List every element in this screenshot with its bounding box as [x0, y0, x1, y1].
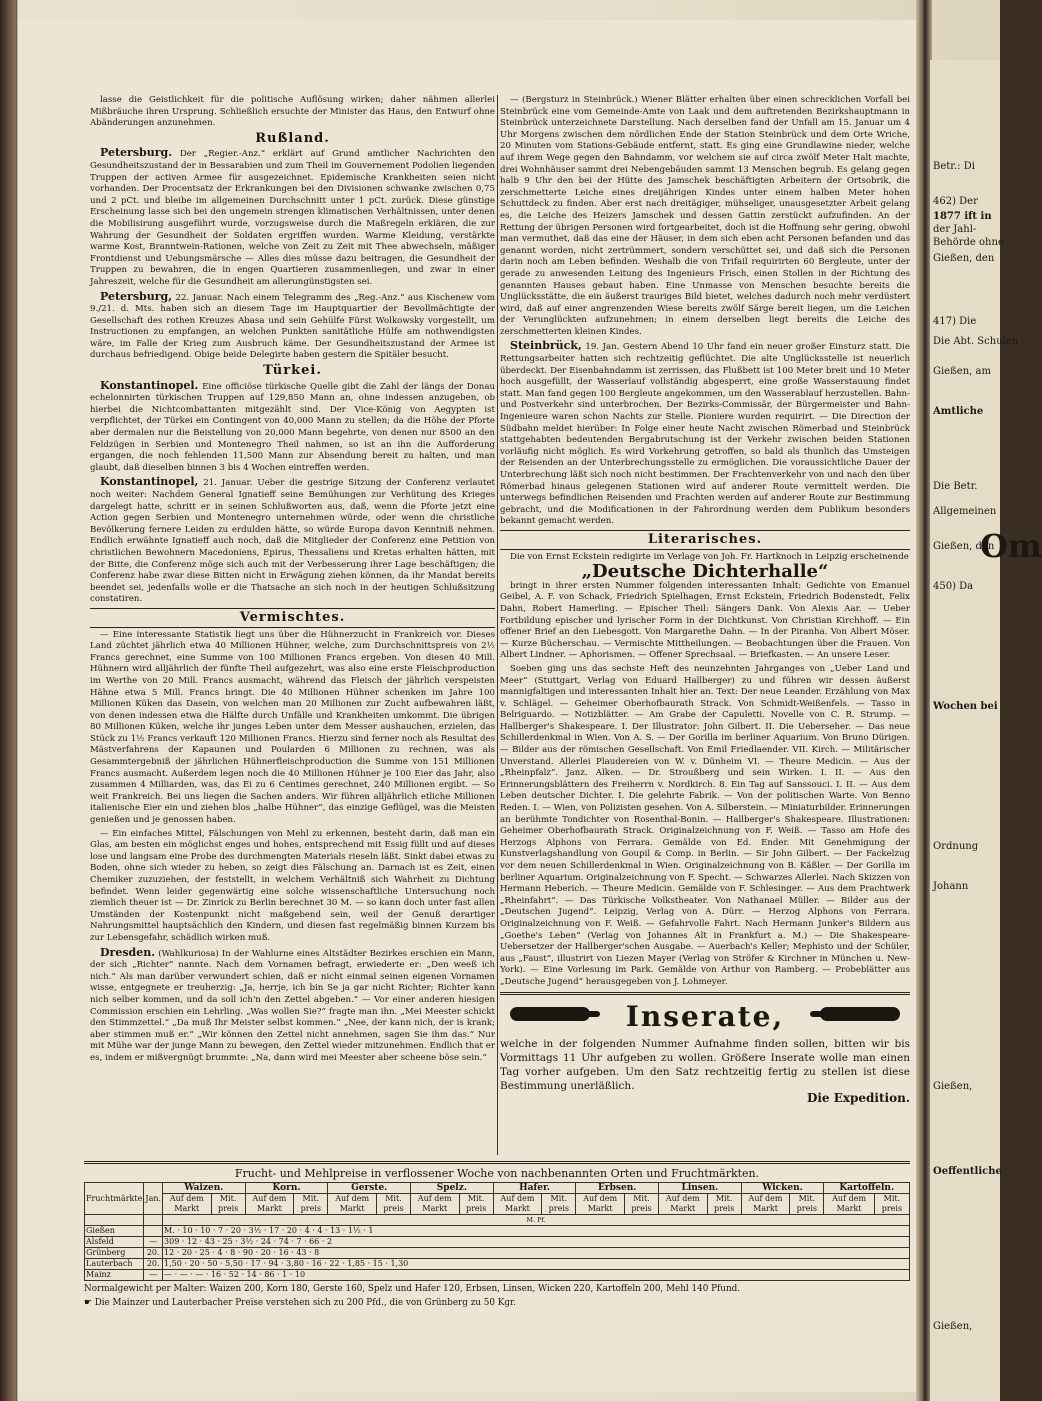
- article-text: (Wahlkuriosa) In der Wahlurne eines Altstädter Bezirkes erschien ein Mann, der sich „Richter“ nannte. Nach dem Vornamen befragt, erwiederte er: „Den weeß ich nich.“ Als man darüber verwundert schien, daß er nicht einmal seinen eigenen Vornamen wisse, entgegnete er treuherzig: „Ja, herrje, ich bin Se ja gar nicht Richter; Richter kann nich selber kommen, und da soll ich'n den Zettel abgeben.“ — Vor einer anderen hiesigen Commission erschien ein Lehrling. „Was wollen Sie?“ fragte man ihn. „Mei Meester schickt den Stimmzettel.“ „Da muß Ihr Meister selbst kommen.“ „Nee, der kann nich, der is krank; aber stimmen muß er.“ „Wir können den Zettel nicht annehmen, sagen Sie ihm das.“ Nur mit Mühe war der junge Mann zu bewegen, den Zettel wieder mitzunehmen. Endlich that er es, indem er mißvergnügt brummte: „Na, dann wird mei Meester aber scheene böse sein.“: [90, 948, 496, 1063]
- edge-line: 462) Der: [933, 196, 978, 207]
- section-heading-russland: Rußland.: [255, 130, 330, 146]
- header-good: Spelz.: [411, 1183, 494, 1194]
- price-cells: 12 · 20 · 25 · 4 · 8 · 90 · 20 · 16 · 43 · 8: [163, 1248, 910, 1259]
- subheader: Mit. preis: [790, 1194, 824, 1215]
- edge-line: Behörde ohne: [933, 237, 1004, 248]
- header-good: Linsen.: [659, 1183, 742, 1194]
- subheader: Auf dem Markt: [741, 1194, 790, 1215]
- article-dresden: [90, 947, 495, 1065]
- subheader: Mit. preis: [624, 1194, 658, 1215]
- header-good: Hafer.: [493, 1183, 576, 1194]
- literary-intro: Die von Ernst Eckstein redigirte im Verlage von Joh. Fr. Hartknoch in Leipzig erscheinende: [510, 551, 909, 562]
- header-good: Waizen.: [163, 1183, 246, 1194]
- edge-line: Allgemeinen: [933, 506, 997, 517]
- price-cells: 1,50 · 20 · 50 · 5,50 · 17 · 94 · 3,80 · 16 · 22 · 1,85 · 15 · 1,30: [163, 1259, 910, 1270]
- pointing-hand-icon: [510, 1007, 590, 1021]
- section-divider: [84, 1161, 910, 1164]
- article-text: 19. Jan. Gestern Abend 10 Uhr fand ein neuer großer Einsturz statt. Die Rettungsarbeiter hatten sich rechtzeitig geflüchtet. Die alte Unglücksstelle ist neuerlich überdeckt. Der Eisenbahndamm ist zerrissen, das Flußbett ist 100 Meter breit und 10 Meter hoch ausgefüllt, der Wasserlauf vollständig abgesperrt, eine große Wasserstauung findet statt. Man fand gegen 100 Bergleute angekommen, um den Wasserablauf herzustellen. Bahn- und Postverkehr sind unterbrochen. Der Bezirks-Commissär, der Bürgermeister und Bahn-Ingenieure waren schon Nachts zur Stelle. Pioniere wurden requirirt. — Die Direction der Südbahn meldet hierüber: In Folge einer heute Nacht zwischen Römerbad und Steinbrück stattgehabten bedeutenden Bergabrutschung ist der Verkehr zwischen beiden Stationen vorläufig nicht möglich. Es wird Vorkehrung getroffen, so bald als thunlich das Umsteigen der Reisenden an der Unterbrechungsstelle zu ermöglichen. Die voraussichtliche Dauer der Unterbrechung läßt sich noch nicht bestimmen. Der Frachtenverkehr von und nach den über Römerbad hinaus gelegenen Stationen wird auf anderer Route vermittelt werden. Die unterwegs befindlichen Reisenden und Frachten werden auf anderer Route zur Bestimmung gebracht, und die Modificationen in der Fahrordnung werden dem Publikum besonders bekannt gemacht werden.: [500, 342, 910, 527]
- subheader: Mit. preis: [542, 1194, 576, 1215]
- article-text: Eine officiöse türkische Quelle gibt die Zahl der längs der Donau echelonnirten türkischen Truppen auf 129,850 Mann an, ohne indessen anzugeben, ob hierbei die Nichtcombattanten mitgezählt sind. Der Vice-König von Aegypten ist verpflichtet, der Türkei ein Contingent von 40,000 Mann zu stellen; da die Höhe der Pforte aber dermalen nur die Beistellung von 20,000 Mann begehrte, von denen nur 8500 an den Feldzügen in Serbien und Montenegro Theil nahmen, so ist an ihn die Aufforderung ergangen, die noch fehlenden 11,500 Mann zur Absendung bereit zu halten, und man glaubt, daß dieselben binnen 3 bis 4 Wochen eintreffen werden.: [90, 381, 495, 473]
- subheader: Mit. preis: [459, 1194, 493, 1215]
- price-cells: — · — · — · 16 · 52 · 14 · 86 · 1 · 10: [163, 1270, 910, 1281]
- edge-line: Johann: [933, 881, 969, 892]
- header-good: Gerste.: [328, 1183, 411, 1194]
- subheader: Auf dem Markt: [411, 1194, 460, 1215]
- article-konstantinopel-2: [90, 476, 495, 606]
- section-divider: [500, 992, 910, 995]
- table-row: [85, 1259, 910, 1270]
- market-name: Alsfeld: [85, 1237, 144, 1248]
- table-row: [85, 1248, 910, 1259]
- section-divider: [500, 549, 910, 550]
- normal-weight-note: Normalgewicht per Malter: Waizen 200, Korn 180, Gerste 160, Spelz und Hafer 120, Erbsen, Linsen, Wicken 220, Kartoffeln 200, Mehl 140 Pfund.: [84, 1284, 741, 1294]
- price-cells: 309 · 12 · 43 · 25 · 3½ · 24 · 74 · 7 · 66 · 2: [163, 1237, 910, 1248]
- subheader: Auf dem Markt: [163, 1194, 212, 1215]
- inserate-title: Inserate,: [625, 999, 785, 1033]
- publication-title: „Deutsche Dichterhalle“: [581, 561, 829, 583]
- subheader: Auf dem Markt: [328, 1194, 377, 1215]
- subheader: Auf dem Markt: [824, 1194, 874, 1215]
- dateline: Konstantinopel.: [100, 378, 199, 392]
- subheader: Mit. preis: [211, 1194, 245, 1215]
- units-spacer: [144, 1215, 163, 1226]
- intro-paragraph: lasse die Geistlichkeit für die politische Auflösung wirken; daher nähmen allerlei Mißbräuche ihren Ursprung. Schließlich ersuchte der Minister das Haus, den Entwurf ohne Abänderungen anzunehmen.: [90, 95, 495, 129]
- article-text: 22. Januar. Nach einem Telegramm des „Reg.-Anz.“ aus Kischenew vom 9./21. d. Mts. haben sich an diesem Tage im Hauptquartier der Bevollmächtigte der Gesellschaft des rothen Kreuzes Abasa und sein Gehülfe Fürst Wolkowsky vorgestellt, um Instructionen zu empfangen, an welchen Punkten sanitätliche Hülfe am nothwendigsten wäre, im Falle der Krieg zum Ausbruch käme. Der Gesundheitszustand der Armee ist durchaus befriedigend. Obige beide Delegirte haben gestern die Spitäler besucht.: [90, 292, 496, 361]
- edge-line: Betr.: Di: [933, 161, 975, 172]
- market-date: —: [144, 1237, 163, 1248]
- price-basis-note: [84, 1297, 910, 1309]
- edge-line: der Jahl-: [933, 224, 977, 235]
- header-good: Erbsen.: [576, 1183, 659, 1194]
- market-date: [144, 1226, 163, 1237]
- adjacent-page-edge: [930, 60, 1042, 1401]
- section-heading-vermischtes: Vermischtes.: [239, 609, 346, 625]
- left-column: [90, 95, 495, 1067]
- article-bergsturz: — (Bergsturz in Steinbrück.) Wiener Blätter erhalten über einen schrecklichen Vorfall bei Steinbrück eine vom Gemeinde-Amte von Laak und dem auftretenden Bezirkshauptmann in Steinbrück unterzeichnete Darstellung. Nach derselben fand der Unfall am 15. Januar um 4 Uhr Morgens zwischen dem nördlichen Ende der Station Steinbrück und dem Orte Wriche, 20 Minuten vom Stations-Gebäude entfernt, statt. Es ging eine Grundlawine nieder, welche auf ihrem Wege gegen den Bahndamm, vor welchem sie auf circa zwölf Meter Halt machte, drei Wohnhäuser sammt drei Nebengebäuden sammt 13 Menschen begrub. Es gelang gegen halb 9 Uhr den bei der Hütte des Jamschek beschäftigten Arbeitern der Ortsobrik, die zerschmetterte Leiche eines dreijährigen Kindes unter einem halben Meter hohen Schuttdeck zu finden. Aber erst nach dreitägiger, mühseliger, unausgesetzter Arbeit gelang es, die Leiche des Heizers Jamschek und dessen Gattin zerstückt aufzufinden. An der Rettung der übrigen Personen wird fortgearbeitet, doch ist die Hoffnung sehr gering, obwohl man vermuthet, daß das eine der Häuser, in dem sich eben acht Personen befanden und das genannt worden, nicht zertrümmert, sondern verschüttet sei, und daß sich die Personen darin noch am Leben befinden. Weshalb die von Trifail requirirten 60 Bergleute, unter der gerade zu anwesenden Leitung des Ingenieurs Frisch, einen Stollen in der Richtung des genannten Hauses gebaut haben. Eine Unmasse von Menschen besuchte bereits die Unglücksstätte, die ein äußerst trauriges Bild bietet, welches dadurch noch mehr verdüstert wird, daß auf einer angrenzenden Wiese bereits zwölf Särge bereit liegen, um die Leichen der Verunglückten aufzunehmen; in einem derselben liegt bereits die Leiche des zerschmetterten kleinen Kindes.: [500, 95, 910, 337]
- table-row: [85, 1226, 910, 1237]
- price-table: [84, 1182, 910, 1281]
- edge-line: Gießen, den: [933, 253, 995, 264]
- article-text: Der „Regier.-Anz.“ erklärt auf Grund amtlicher Nachrichten den Gesundheitszustand der in Bessarabien und zum Theil im Gouvernement Podolien liegenden Truppen der activen Armee für ausgezeichnet. Epidemische Krankheiten seien nicht vorhanden. Der Procentsatz der Erkrankungen bei den Divisionen schwanke zwischen 0,75 und 2 pCt. und bleibe im allgemeinen Durchschnitt unter 1 pCt. zurück. Diese günstige Erscheinung lasse sich bei den ungemein strengen klimatischen Verhältnissen, unter denen die Mobilisirung ausgeführt wurde, vorzugsweise durch die Maßregeln erklären, die zur Wahrung der Gesundheit der Soldaten ergriffen wurden. Warme Kleidung, verstärkte warme Kost, Branntwein-Rationen, welche von Zeit zu Zeit mit Thee abwechseln, mäßiger Frontdienst und Uebungsmärsche — Alles dies müsse dazu beitragen, die Gesundheit der Truppen zu bewahren, die in engen Quartieren zusammenliegen, und zwar in einer Jahreszeit, welche für die Gesundheit am allerungünstigsten sei.: [90, 149, 495, 287]
- edge-line: Gießen,: [933, 1321, 973, 1332]
- inserate-notice: welche in der folgenden Nummer Aufnahme finden sollen, bitten wir bis Vormittags 11 Uhr aufgeben zu wollen. Größere Inserate wolle man einen Tag vorher aufgeben. Um den Satz rechtzeitig fertig zu stellen ist diese Bestimmung unerläßlich.: [500, 1037, 910, 1092]
- edge-line: 417) Die: [933, 316, 977, 327]
- edge-line: 450) Da: [933, 581, 974, 592]
- market-date: —: [144, 1270, 163, 1281]
- edge-line: Ordnung: [933, 841, 979, 852]
- right-column: [500, 95, 910, 1104]
- dateline: Dresden.: [100, 945, 156, 959]
- subheader: Auf dem Markt: [659, 1194, 708, 1215]
- price-basis-text: Die Mainzer und Lauterbacher Preise verstehen sich zu 200 Pfd., die von Grünberg zu 50 Kgr.: [94, 1298, 517, 1308]
- edge-line: Gießen,: [933, 1081, 973, 1092]
- edge-line: Gießen, den: [933, 541, 995, 552]
- article-steinbrueck: [500, 340, 910, 528]
- section-heading-literarisches: Literarisches.: [647, 531, 763, 547]
- dateline: Petersburg.: [100, 146, 173, 160]
- header-jan: Jan.: [144, 1183, 163, 1215]
- subheader: Auf dem Markt: [576, 1194, 625, 1215]
- units-spacer: [85, 1215, 144, 1226]
- market-prices: [84, 1158, 910, 1309]
- article-konstantinopel-1: [90, 380, 495, 475]
- column-rule: [497, 95, 498, 1155]
- article-text: 21. Januar. Ueber die gestrige Sitzung der Conferenz verlautet noch weiter: Nachdem General Ignatieff seine Bemühungen zur Verhütung des Krieges dargelegt hatte, schritt er in seinen Schlußworten aus, daß, wenn die Pforte jetzt eine Action gegen Serbien und Montenegro unternehmen würde, oder wenn die christliche Bevölkerung fernere Leiden zu erdulden hätte, so würde Europa davon Kenntniß nehmen. Endlich erwähnte Ignatieff auch noch, daß die Mitglieder der Conferenz eine Petition von christlichen Bewohnern Macedoniens, Epirus, Thessaliens und Kretas erhalten hätten, mit der Bitte, die Conferenz möge sich auch mit der Verbesserung ihrer Lage beschäftigen; die Conferenz habe zwar diese Bitten nicht in Erwägung ziehen können, da ihr Mandat bereits beendet sei, jedenfalls wolle er die Thatsache an sich noch in der heutigen Schlußsitzung constatiren.: [90, 478, 495, 605]
- dateline: Konstantinopel,: [100, 475, 199, 489]
- dateline: Petersburg,: [100, 289, 173, 303]
- dateline: Steinbrück,: [510, 339, 582, 353]
- edge-line: Om: [980, 527, 1042, 565]
- article-petersburg-2: [90, 291, 495, 363]
- article-mehl: — Ein einfaches Mittel, Fälschungen von Mehl zu erkennen, besteht darin, daß man ein Glas, am besten ein möglichst enges und hohes, entsprechend mit Essig füllt und auf dieses lose und langsam eine Probe des durchmengten Materials rieseln läßt. Sinkt dabei etwas zu Boden, ohne sich wieder zu heben, so zeigt dies Fälschung an. Darnach ist es Zeit, einen Chemiker zuzuziehen, der feststellt, in welchem Verhältniß sich Wahrheit zu Dichtung befindet. Wenn leider gegenwärtig eine solche wissenschaftliche Untersuchung noch ziemlich theuer ist — Dr. Zinrick zu Berlin berechnet 30 M. — so kann doch unter fast allen Umständen der Kostenpunkt nicht maßgebend sein, weil der Genuß derartiger Nahrungsmittel hauptsächlich den Kindern, und diesen fast regelmäßig binnen Kurzem bis zur Lebensgefahr, schädlich wirken muß.: [90, 828, 495, 943]
- header-good: Korn.: [245, 1183, 328, 1194]
- market-name: Mainz: [85, 1270, 144, 1281]
- section-heading-tuerkei: Türkei.: [263, 363, 322, 379]
- literary-contents: bringt in ihrer ersten Nummer folgenden interessanten Inhalt: Gedichte von Emanuel Geibel, A. F. von Schack, Friedrich Spielhagen, Ernst Eckstein, Friedrich Bodenstedt, Felix Dahn, Robert Hamerling. — Epischer Theil: Sängers Dank. Von Alexis Aar. — Ueber Fortbildung epischer und lyrischer Form in der Dichtkunst. Von Christian Kirchhoff. — Ein offener Brief an den Liebesgott. Von Margarethe Dahn. — In der Piranha. Von Albert Möser. — Kurze Bücherschau. — Vermischte Mittheilungen. — Beobachtungen über die Frauen. Von Albert Lindner. — Aphorismen. — Offener Sprechsaal. — Briefkasten. — An unsere Leser.: [500, 580, 910, 661]
- header-good: Wicken.: [741, 1183, 824, 1194]
- edge-line: Oeffentliche: [933, 1166, 1002, 1177]
- edge-line: Gießen, am: [933, 366, 991, 377]
- subheader: Mit. preis: [874, 1194, 909, 1215]
- subheader: Auf dem Markt: [245, 1194, 294, 1215]
- header-markets: Fruchtmärkte: [85, 1183, 144, 1215]
- header-good: Kartoffeln.: [824, 1183, 910, 1194]
- section-divider: [90, 608, 495, 609]
- edge-line: 1877 ift in: [933, 211, 992, 222]
- market-title: Frucht- und Mehlpreise in verflossener Woche von nachbenannten Orten und Fruchtmärkten.: [234, 1167, 760, 1180]
- edge-line: Die Abt. Schulen: [933, 336, 1019, 347]
- market-name: Grünberg: [85, 1248, 144, 1259]
- literary-contents-2: Soeben ging uns das sechste Heft des neunzehnten Jahrganges von „Ueber Land und Meer“ (Stuttgart, Verlag von Eduard Hallberger) zu und führen wir dessen äußerst mannigfaltigen und interessanten Inhalt hier an. Text: Der neue Leander. Erzählung von Max v. Schlägel. — Geheimer Oberhofbaurath Strack. Von Schmidt-Weißenfels. — Tasso in Belriguardo. — Notizblätter. — Am Grabe der Capuletti. Novelle von C. R. Strump. — Hallberger's Shakespeare. I. Der Illustrator: John Gilbert. II. Die Ueberseher. — Das neue Schillerdenkmal in Wien. Von A. S. — Der Gorilla im berliner Aquarium. Von Bruno Dürigen. — Bilder aus der römischen Gesellschaft. Von Emil Friedlaender. VII. Kirch. — Militärischer Unverstand. Allerlei Plaudereien von W. v. Dünheim VI. — Theure Medicin. — Aus der „Rheinpfalz“. Janz. Alken. — Dr. Stroußberg und sein Wirken. I. II. — Aus den Erinnerungsblättern des Freiherrn v. Nordkirch. 8. Ein Tag auf Sanssouci. I. II. — Aus dem Leben deutscher Dichter. I. Die gelehrte Fabrik. — Von der politischen Warte. Von Benno Reden. I. — Wien, von Polizisten gesehen. Von A. Silberstein. — Miniaturbilder. Erinnerungen an berühmte Tondichter von Rosenthal-Bonin. — Hallberger's Shakespeare. Illustrationen: Geheimer Oberhofbaurath Strack. Originalzeichnung von F. Weiß. — Tasso am Hofe des Herzogs Alphons von Ferrara. Gemälde von Ed. Ender. Mit Genehmigung der Kunstverlagshandlung von Goupil & Comp. in Berlin. — Sir John Gilbert. — Der Fackelzug vor dem neuen Schillerdenkmal in Wien. Originalzeichnung von B. Käßler. — Der Gorilla im berliner Aquarium. Originalzeichnung von F. Specht. — Schwarzes Allerlei. Nach Skizzen von Hermann Heberich. — Theure Medicin. Gemälde von F. Schlesinger. — Aus dem Prachtwerk „Rheinfahrt“. — Das Türkische Volkstheater. Von Nathanael Müller. — Bilder aus der „Deutschen Jugend“. Leipzig, Verlag von A. Dürr. — Herzog Alphons von Ferrara. Originalzeichnung von F. Weiß. — Gefahrvolle Fahrt. Nach Hermann Junker's Bildern aus „Goethe's Leben“ (Verlag von Johannes Alt in Frankfurt a. M.) — Die Shakespeare-Uebersetzer der Hallberger'schen Ausgabe. — Auerbach's Keller; Mephisto und der Schüler, aus „Faust“, illustrirt von Liezen Mayer (Verlag von Ströfer & Kirchner in München u. New-York). — Eine Vorlesung im Park. Gemälde von Arthur von Ramberg. — Probeblätter aus „Deutsche Jugend“ herausgegeben von J. Lohmeyer.: [500, 663, 910, 987]
- section-divider: [90, 627, 495, 628]
- article-huehnerzucht: — Eine interessante Statistik liegt uns über die Hühnerzucht in Frankreich vor. Dieses Land züchtet jährlich etwa 40 Millionen Hühner, welche, zum Durchschnittspreis von 2½ Francs gerechnet, eine Summe von 100 Millionen Francs ergeben. Von diesen 40 Mill. Hühnern wird alljährlich der fünfte Theil aufgezehrt, was also eine erste Fleischproduction im Werthe von 20 Mill. Francs ausmacht, während das Fleisch der jährlich verspeisten Hähne etwa 5 Mill. Francs bringt. Die 40 Millionen Hühner schenken im Jahre 100 Millionen Küken das Dasein, von welchen man 20 Millionen zur Zucht aufbewahren läßt, von denen indessen etwa die Hälfte durch Unfälle und Krankheiten umkommt. Die übrigen 80 Millionen Küken, welche ihr junges Leben unter dem Messer aushauchen, erzielen, das Stück zu 1½ Francs verkauft 120 Millionen Francs. Hierzu sind ferner noch als Resultat des Mästverfahrens der Kapaunen und Poularden 6 Millionen zu rechnen, was als Gesammtergebniß der jährlichen Hühnerfleischproduction die Summe von 151 Millionen Francs ausmacht. Außerdem legen noch die 40 Millionen Hühner je 100 Eier das Jahr, also zusammen 4 Milliarden, was, das Ei zu 6 Centimes gerechnet, 240 Millionen ergibt. — So weit Frankreich. Bei uns liegen die Sachen anders. Wir führen alljährlich etliche Millionen italienische Eier ein und ziehen blos „halbe Hühner“, das einzige Geflügel, was die Meisten genießen und je genossen haben.: [90, 629, 495, 826]
- subheader: Mit. preis: [376, 1194, 410, 1215]
- edge-line: Amtliche: [933, 406, 984, 417]
- pointing-hand-icon: ☛: [84, 1298, 95, 1308]
- book-binding: [0, 0, 16, 1401]
- subheader: Mit. preis: [294, 1194, 328, 1215]
- expedition-signature: Die Expedition.: [806, 1090, 910, 1105]
- table-row: [85, 1270, 910, 1281]
- subheader: Auf dem Markt: [493, 1194, 542, 1215]
- subheader: Mit. preis: [707, 1194, 741, 1215]
- market-name: Lauterbach: [85, 1259, 144, 1270]
- edge-line: Wochen bei: [933, 701, 998, 712]
- market-date: 20.: [144, 1259, 163, 1270]
- pointing-hand-icon: [820, 1007, 900, 1021]
- edge-line: Die Betr.: [933, 481, 978, 492]
- units-row: M. Pf.: [163, 1215, 910, 1226]
- article-petersburg-1: [90, 147, 495, 288]
- inserate-banner: [500, 999, 910, 1035]
- market-date: 20.: [144, 1248, 163, 1259]
- section-divider: [500, 530, 910, 531]
- table-row: [85, 1237, 910, 1248]
- market-name: Gießen: [85, 1226, 144, 1237]
- price-cells: M. · 10 · 10 · 7 · 20 · 3½ · 17 · 20 · 4 · 4 · 13 · 1½ · 1: [163, 1226, 910, 1237]
